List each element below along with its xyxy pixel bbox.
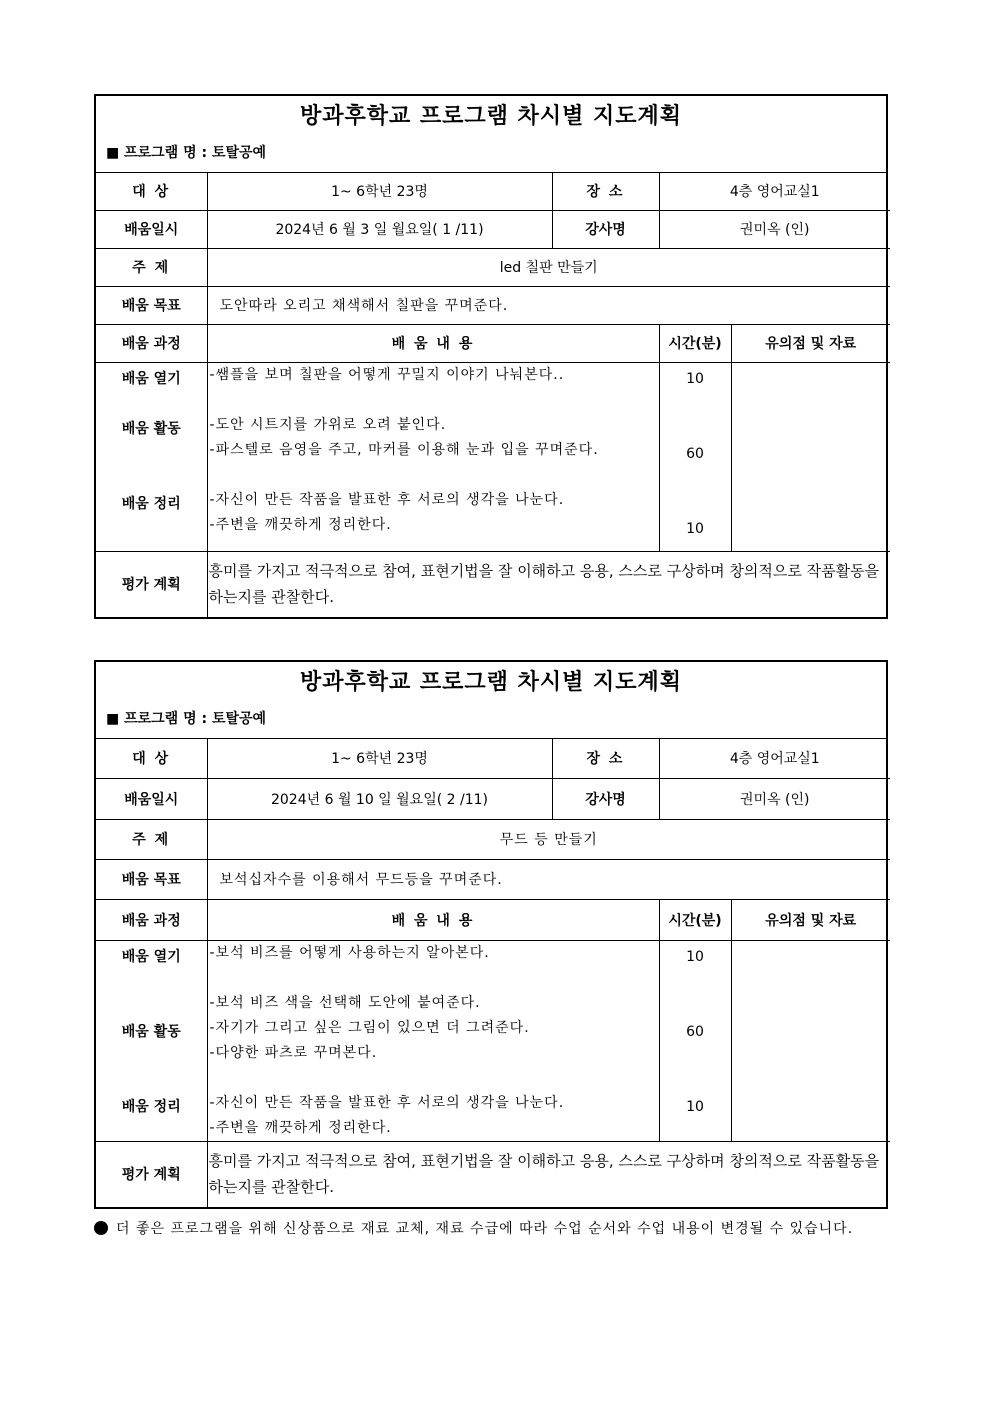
- time-column: [659, 940, 731, 1141]
- date-value: 2024년 6 월 10 일 월요일( 2 /11): [207, 778, 552, 819]
- process-header: 배움 과정: [96, 324, 207, 362]
- time-value: [660, 1045, 731, 1070]
- time-value: [660, 995, 731, 1020]
- plan-table: [96, 739, 890, 1207]
- eval-value: 흥미를 가지고 적극적으로 참여, 표현기법을 잘 이해하고 응용, 스스로 구상하며 창의적으로 작품활동을 하는지를 관찰한다.: [207, 1141, 890, 1207]
- step-close: 배움 정리: [121, 495, 181, 512]
- lesson-plan-1: [94, 94, 888, 619]
- time-value: [660, 467, 731, 492]
- time-value: [660, 970, 731, 995]
- instructor-value: 권미옥 (인): [659, 210, 890, 248]
- time-value: 10: [686, 370, 704, 387]
- content-line: [210, 463, 657, 488]
- time-column: [659, 362, 731, 551]
- content-line: [210, 1066, 657, 1091]
- eval-value: 흥미를 가지고 적극적으로 참여, 표현기법을 잘 이해하고 응용, 스스로 구상하며 창의적으로 작품활동을 하는지를 관찰한다.: [207, 551, 890, 617]
- instructor-label: 강사명: [552, 210, 659, 248]
- notes-cell: [731, 362, 890, 551]
- footer-note: [94, 1216, 894, 1243]
- plan-title: 방과후학교 프로그램 차시별 지도계획: [299, 670, 682, 695]
- process-header: 배움 과정: [96, 899, 207, 940]
- content-line: -자신이 만든 작품을 발표한 후 서로의 생각을 나눈다.: [209, 491, 565, 508]
- notes-cell: [731, 940, 890, 1141]
- content-line: -보석 비즈를 어떻게 사용하는지 알아본다.: [209, 944, 490, 961]
- target-value: 1~ 6학년 23명: [207, 739, 552, 778]
- eval-label: 평가 계획: [96, 551, 207, 617]
- time-value: 10: [686, 520, 704, 537]
- step-open: 배움 열기: [121, 370, 181, 387]
- content-line: -자신이 만든 작품을 발표한 후 서로의 생각을 나눈다.: [209, 1094, 565, 1111]
- step-activity: 배움 활동: [121, 420, 181, 437]
- place-value: 4층 영어교실1: [659, 739, 890, 778]
- program-name: ■ 프로그램 명 : 토탈공예: [96, 138, 886, 173]
- time-header: 시간(분): [659, 324, 731, 362]
- step-open: 배움 열기: [121, 948, 181, 965]
- instructor-label: 강사명: [552, 778, 659, 819]
- content-column: [207, 940, 659, 1141]
- bullet-icon: [94, 1221, 108, 1235]
- time-value: 10: [686, 1098, 704, 1115]
- content-line: -도안 시트지를 가위로 오려 붙인다.: [209, 416, 447, 433]
- goal-value: 보석십자수를 이용해서 무드등을 꾸며준다.: [207, 859, 890, 899]
- goal-value: 도안따라 오리고 채색해서 칠판을 꾸며준다.: [207, 286, 890, 324]
- steps-column: [96, 362, 207, 551]
- footer-note-text: 더 좋은 프로그램을 위해 신상품으로 재료 교체, 재료 수급에 따라 수업 순서와 수업 내용이 변경될 수 있습니다.: [116, 1221, 854, 1237]
- target-label: 대 상: [96, 739, 207, 778]
- topic-value: 무드 등 만들기: [207, 819, 890, 859]
- content-header: 배 움 내 용: [207, 324, 659, 362]
- date-label: 배움일시: [96, 210, 207, 248]
- content-column: [207, 362, 659, 551]
- time-value: [660, 492, 731, 517]
- step-activity: 배움 활동: [121, 1023, 181, 1040]
- instructor-value: 권미옥 (인): [659, 778, 890, 819]
- content-line: -다양한 파츠로 꾸며본다.: [209, 1044, 378, 1061]
- content-line: -쌤플을 보며 칠판을 어떻게 꾸밀지 이야기 나눠본다..: [209, 366, 565, 383]
- lesson-plan-2: [94, 660, 888, 1209]
- steps-column: [96, 940, 207, 1141]
- place-label: 장 소: [552, 173, 659, 210]
- topic-label: 주 제: [96, 248, 207, 286]
- content-line: [210, 388, 657, 413]
- time-value: [660, 392, 731, 417]
- program-name: ■ 프로그램 명 : 토탈공예: [96, 704, 886, 739]
- content-line: -자기가 그리고 싶은 그림이 있으면 더 그려준다.: [209, 1019, 530, 1036]
- goal-label: 배움 목표: [96, 859, 207, 899]
- place-label: 장 소: [552, 739, 659, 778]
- goal-label: 배움 목표: [96, 286, 207, 324]
- content-line: -주변을 깨끗하게 정리한다.: [209, 516, 392, 533]
- date-value: 2024년 6 월 3 일 월요일( 1 /11): [207, 210, 552, 248]
- target-label: 대 상: [96, 173, 207, 210]
- time-value: [660, 417, 731, 442]
- time-value: [660, 1070, 731, 1095]
- time-value: 60: [686, 1023, 704, 1040]
- notes-header: 유의점 및 자료: [731, 899, 890, 940]
- topic-label: 주 제: [96, 819, 207, 859]
- time-value: 60: [686, 445, 704, 462]
- topic-value: led 칠판 만들기: [207, 248, 890, 286]
- content-line: [210, 966, 657, 991]
- plan-table: [96, 173, 890, 617]
- content-line: -보석 비즈 색을 선택해 도안에 붙여준다.: [209, 994, 481, 1011]
- notes-header: 유의점 및 자료: [731, 324, 890, 362]
- place-value: 4층 영어교실1: [659, 173, 890, 210]
- content-line: -파스텔로 음영을 주고, 마커를 이용해 눈과 입을 꾸며준다.: [209, 441, 599, 458]
- content-line: -주변을 깨끗하게 정리한다.: [209, 1119, 392, 1136]
- target-value: 1~ 6학년 23명: [207, 173, 552, 210]
- plan-title: 방과후학교 프로그램 차시별 지도계획: [299, 104, 682, 129]
- eval-label: 평가 계획: [96, 1141, 207, 1207]
- time-header: 시간(분): [659, 899, 731, 940]
- date-label: 배움일시: [96, 778, 207, 819]
- time-value: 10: [686, 948, 704, 965]
- content-header: 배 움 내 용: [207, 899, 659, 940]
- step-close: 배움 정리: [121, 1098, 181, 1115]
